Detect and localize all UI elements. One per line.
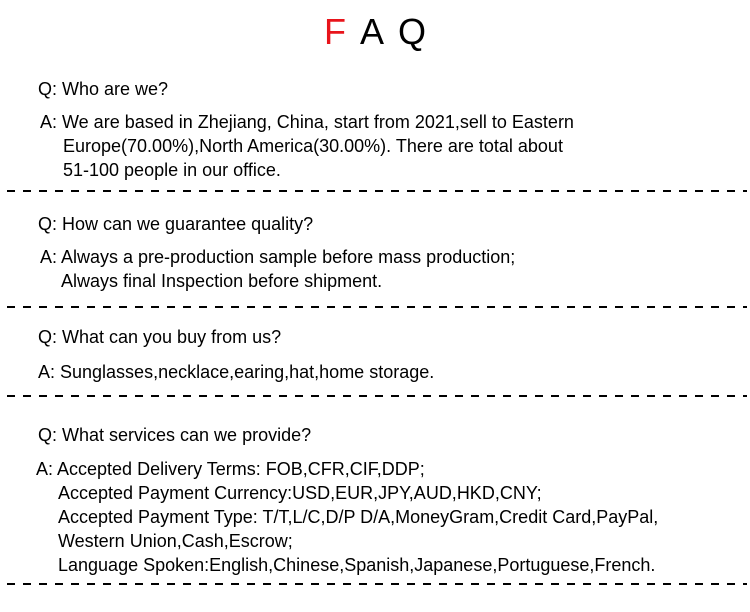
faq-answer-2-line-2: Always final Inspection before shipment. [61,271,383,291]
faq-question-3: Q: What can you buy from us? [38,327,282,347]
title-letter-q: Q [398,11,427,52]
title-letter-f: F [323,11,346,52]
faq-answer-1-line-3: 51-100 people in our office. [63,160,281,180]
title-letter-a: A [359,11,384,52]
faq-answer-3-line-1: A: Sunglasses,necklace,earing,hat,home storage. [38,362,435,382]
faq-answer-4-line-4: Western Union,Cash,Escrow; [58,531,293,551]
faq-answer-1-line-1: A: We are based in Zhejiang, China, start from 2021,sell to Eastern [40,112,574,132]
section-divider [7,395,747,397]
faq-answer-4-line-1: A: Accepted Delivery Terms: FOB,CFR,CIF,DDP; [36,459,425,479]
faq-question-4: Q: What services can we provide? [38,425,312,445]
section-divider [7,583,747,585]
faq-answer-4-line-5: Language Spoken:English,Chinese,Spanish,Japanese,Portuguese,French. [58,555,656,575]
faq-answer-2-line-1: A: Always a pre-production sample before mass production; [40,247,516,267]
faq-answer-4-line-3: Accepted Payment Type: T/T,L/C,D/P D/A,MoneyGram,Credit Card,PayPal, [58,507,659,527]
faq-answer-1-line-2: Europe(70.00%),North America(30.00%). There are total about [63,136,563,156]
faq-answer-4-line-2: Accepted Payment Currency:USD,EUR,JPY,AUD,HKD,CNY; [58,483,542,503]
faq-title [0,10,750,54]
section-divider [7,190,747,192]
section-divider [7,306,747,308]
faq-question-2: Q: How can we guarantee quality? [38,214,314,234]
faq-question-1: Q: Who are we? [38,79,169,99]
